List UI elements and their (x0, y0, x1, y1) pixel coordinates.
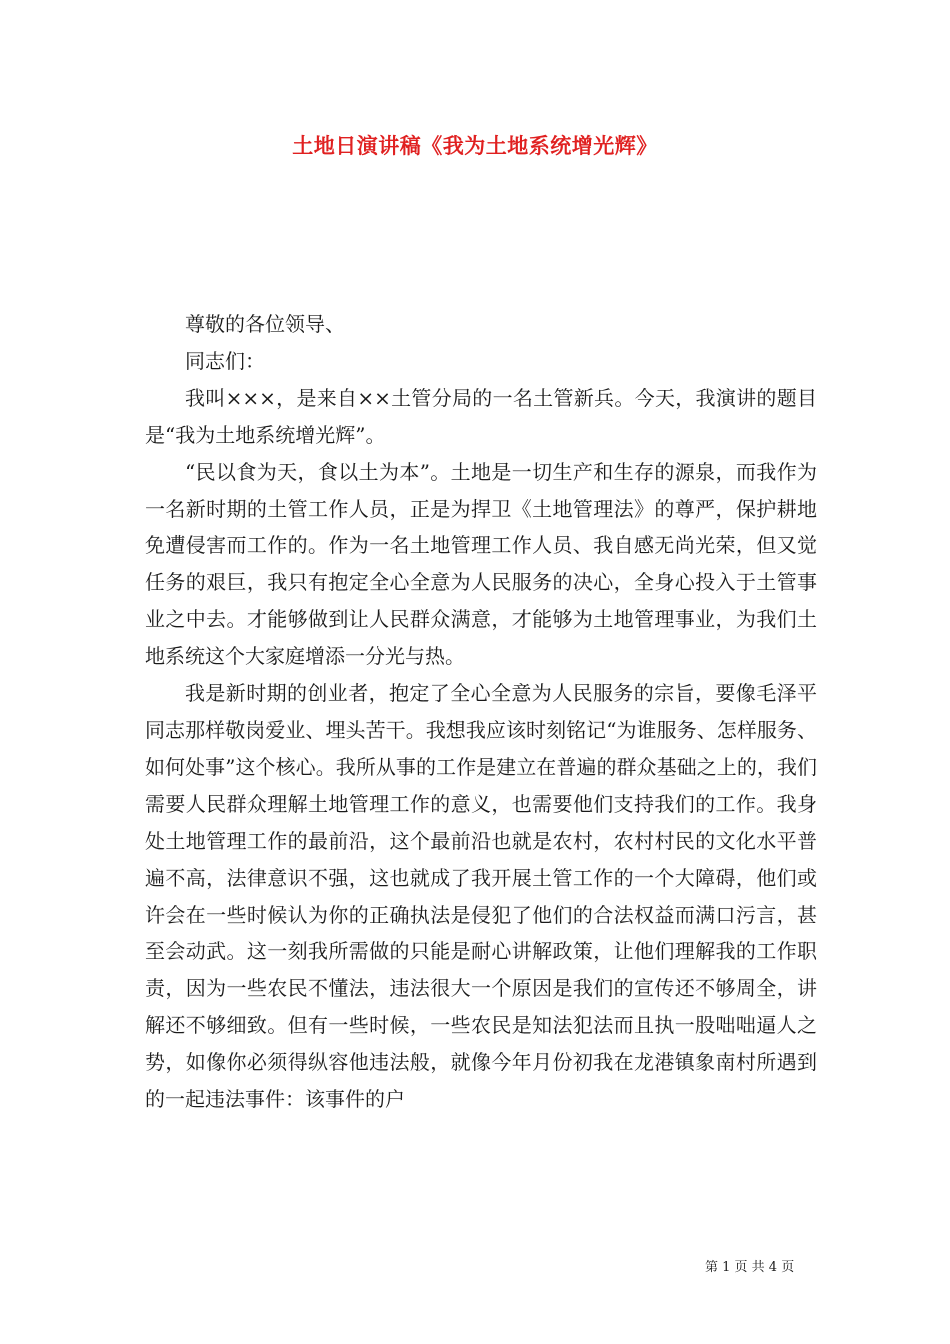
document-title: 土地日演讲稿《我为土地系统增光辉》 (292, 133, 658, 158)
paragraph-intro: 我叫×××，是来自××土管分局的一名土管新兵。今天，我演讲的题目是“我为土地系统增光辉”。 (145, 385, 817, 447)
paragraph-work: 我是新时期的创业者，抱定了全心全意为人民服务的宗旨，要像毛泽平同志那样敬岗爱业、埋头苦干。我想我应该时刻铭记“为谁服务、怎样服务、如何处事”这个核心。我所从事的工作是建立在普遍的群众基础之上的，我们需要人民群众理解土地管理工作的意义，也需要他们支持我们的工作。我身处土地管理工作的最前沿，这个最前沿也就是农村，农村村民的文化水平普遍不高，法律意识不强，这也就成了我开展土管工作的一个大障碍，他们或许会在一些时候认为你的正确执法是侵犯了他们的合法权益而满口污言，甚至会动武。这一刻我所需做的只能是耐心讲解政策，让他们理解我的工作职责，因为一些农民不懂法，违法很大一个原因是我们的宣传还不够周全，讲解还不够细致。但有一些时候，一些农民是知法犯法而且执一股咄咄逼人之势，如像你必须得纵容他违法般，就像今年月份初我在龙港镇象南村所遇到的一起违法事件：该事件的户 (145, 681, 817, 1112)
document-body (145, 306, 817, 1118)
page-number: 第 1 页 共 4 页 (705, 1260, 795, 1275)
salutation-line-2: 同志们： (185, 348, 265, 373)
paragraph-land: “民以食为天，食以土为本”。土地是一切生产和生存的源泉，而我作为一名新时期的土管工作人员，正是为捍卫《土地管理法》的尊严，保护耕地免遭侵害而工作的。作为一名土地管理工作人员、我自感无尚光荣，但又觉任务的艰巨，我只有抱定全心全意为人民服务的决心，全身心投入于土管事业之中去。才能够做到让人民群众满意，才能够为土地管理事业，为我们土地系统这个大家庭增添一分光与热。 (145, 459, 817, 669)
salutation-line-1: 尊敬的各位领导、 (185, 312, 345, 336)
